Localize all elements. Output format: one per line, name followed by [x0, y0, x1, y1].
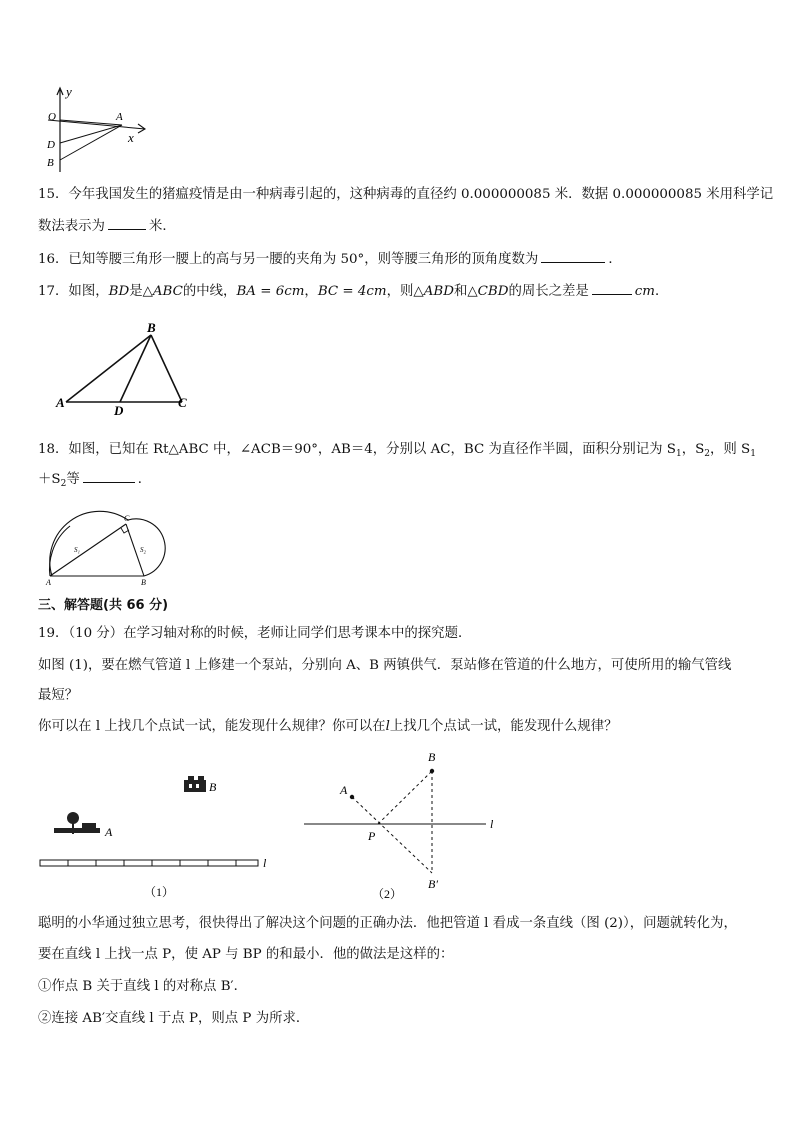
- question-19-para2-b: 上找几个点试一试，能发现什么规律？: [389, 719, 618, 734]
- point-a-label: A: [340, 783, 348, 797]
- question-15-text-after: 米．: [148, 219, 176, 234]
- subscript-2b: 2: [60, 479, 67, 489]
- figure-2-caption: （2）: [372, 887, 403, 900]
- semicircle-figure-q18: [40, 504, 170, 590]
- line-l-label: l: [490, 817, 494, 831]
- question-15-text-before: 数法表示为: [38, 219, 105, 234]
- question-19-para1-line2: 最短？: [38, 688, 79, 703]
- answer-blank-17[interactable]: [592, 282, 632, 295]
- question-18-equals: 等: [66, 472, 80, 487]
- point-d-label: D: [47, 139, 55, 151]
- coordinate-figure-q14: [40, 82, 150, 174]
- triangle-figure-q17: [52, 318, 202, 418]
- subscript-1: 1: [675, 449, 682, 459]
- question-17-text-5: ，则: [386, 284, 414, 299]
- triangle-abc: △ABC: [142, 284, 183, 299]
- question-18-mid: ，S: [681, 442, 705, 457]
- vertex-a-label: A: [56, 395, 65, 410]
- area-s1-label: S₁: [74, 546, 80, 554]
- question-19-intro: 19．（10 分）在学习轴对称的时候，老师让同学们思考课本中的探究题．: [38, 626, 472, 641]
- question-17-text-1: 17．如图，: [38, 284, 109, 299]
- question-19-step1: ①作点 B 关于直线 l 的对称点 B′．: [38, 979, 247, 994]
- question-19-para3-line1: 聪明的小华通过独立思考，很快得出了解决这个问题的正确办法．他把管道 l 看成一条直线（图 (2)），问题就转化为，: [38, 916, 737, 931]
- pipeline-l-label: l: [263, 856, 267, 870]
- triangle-abd: △ABD: [413, 284, 454, 299]
- question-17-text-2: 是: [129, 284, 143, 299]
- town-b-icon: [184, 776, 206, 792]
- x-axis-label: x: [128, 130, 134, 145]
- question-16-text: 16．已知等腰三角形一腰上的高与另一腰的夹角为 50°，则等腰三角形的顶角度数为: [38, 252, 539, 267]
- answer-blank-18[interactable]: [83, 470, 135, 483]
- town-a-icon: [54, 812, 100, 834]
- vertex-b-label: B: [147, 320, 156, 335]
- point-b-label: B: [47, 157, 54, 169]
- figure-1-caption: （1）: [144, 885, 175, 899]
- town-a-label: A: [105, 825, 113, 839]
- question-19-para3-line2: 要在直线 l 上找一点 P，使 AP 与 BP 的和最小．他的做法是这样的：: [38, 947, 454, 962]
- question-17-text-7: 的周长之差是: [508, 284, 589, 299]
- question-18-line1: [38, 441, 756, 463]
- question-18-tail: ，则 S: [710, 442, 751, 457]
- question-15-line1: 15．今年我国发生的猪瘟疫情是由一种病毒引起的，这种病毒的直径约 0.000000085 米．数据 0.000000085 米用科学记: [38, 187, 774, 202]
- question-18-line2: [38, 470, 151, 493]
- segment-bd: BD: [108, 284, 130, 299]
- section-heading: 三、解答题(共 66 分): [38, 598, 169, 613]
- question-18-plus: ＋S: [38, 472, 61, 487]
- point-b-prime-label: B′: [428, 877, 438, 891]
- question-19-para2: [38, 718, 618, 736]
- y-axis-label: y: [66, 84, 72, 99]
- question-19-para2-a: 你可以在 l 上找几个点试一试，能发现什么规律？你可以在: [38, 719, 386, 734]
- line-l: l: [385, 719, 390, 734]
- triangle-cbd: △CBD: [467, 284, 509, 299]
- subscript-2: 2: [704, 449, 711, 459]
- question-19-para1-line1: 如图 (1)，要在燃气管道 l 上修建一个泵站，分别向 A、B 两镇供气．泵站修在管道的什么地方，可使所用的输气管线: [38, 658, 732, 673]
- question-17-end: ．: [655, 284, 669, 299]
- question-16-end: ．: [608, 252, 622, 267]
- point-a-label: A: [116, 111, 123, 123]
- vertex-c-label: C: [124, 514, 130, 523]
- reflection-figure-2: [300, 745, 510, 900]
- point-o-label: O: [48, 111, 56, 123]
- question-19-step2: ②连接 AB′交直线 l 于点 P，则点 P 为所求．: [38, 1011, 310, 1026]
- answer-blank-16[interactable]: [541, 250, 605, 263]
- question-18-text: 18．如图，已知在 Rt△ABC 中，∠ACB＝90°，AB＝4，分别以 AC，BC 为直径作半圆，面积分别记为 S: [38, 442, 676, 457]
- area-s2-label: S₂: [140, 546, 146, 554]
- question-17: [38, 282, 668, 301]
- unit-cm: cm: [634, 284, 655, 299]
- question-15-line2: [38, 217, 176, 236]
- vertex-a-label: A: [46, 578, 51, 587]
- answer-blank-15[interactable]: [108, 217, 146, 230]
- question-16: [38, 250, 622, 269]
- question-18-end: ．: [137, 472, 152, 487]
- point-b-label: B: [428, 750, 436, 764]
- point-d-label: D: [114, 403, 124, 418]
- subscript-1b: 1: [750, 449, 756, 459]
- point-p-label: P: [368, 829, 376, 843]
- length-ba: BA = 6cm: [236, 284, 305, 299]
- question-17-text-3: 的中线，: [182, 284, 237, 299]
- vertex-c-label: C: [178, 395, 187, 410]
- question-17-text-4: ，: [304, 284, 318, 299]
- vertex-b-label: B: [141, 578, 146, 587]
- town-b-label: B: [209, 780, 217, 794]
- pipeline-figure-1: [38, 770, 278, 900]
- question-17-text-6: 和: [453, 284, 468, 299]
- length-bc: BC = 4cm: [317, 284, 387, 299]
